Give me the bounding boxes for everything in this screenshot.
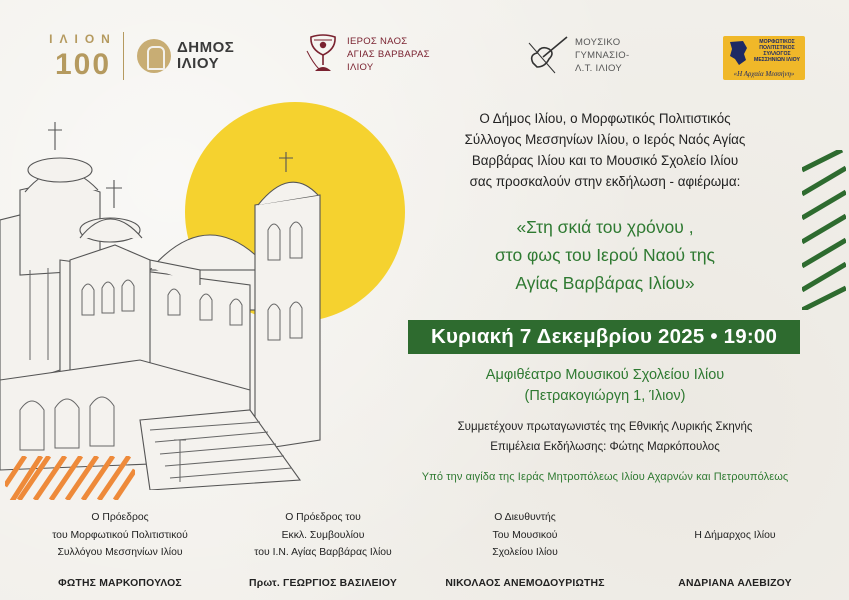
messinia-association-logo bbox=[723, 36, 805, 80]
signatory-1-role: Ο Πρόεδρος του Μορφωτικού Πολιτιστικού Συλλόγου Μεσσηνίων Ιλίου bbox=[52, 512, 188, 558]
signatory-4-role: Η Δήμαρχος Ιλίου bbox=[694, 530, 776, 541]
church-illustration bbox=[0, 110, 360, 490]
event-credits: Συμμετέχουν πρωταγωνιστές της Εθνικής Λυρικής Σκηνής Επιμέλεια Εκδήλωσης: Φώτης Μαρκόπουλος bbox=[457, 421, 753, 453]
ilion-logo-number: 100 bbox=[54, 48, 112, 81]
signatory-3-name: ΝΙΚΟΛΑΟΣ ΑΝΕΜΟΔΟΥΡΙΩΤΗΣ bbox=[445, 578, 605, 589]
dimos-iliou-logo bbox=[137, 39, 234, 73]
messinia-logo-text: ΜΟΡΦΩΤΙΚΟΣ ΠΟΛΙΤΙΣΤΙΚΟΣ ΣΥΛΛΟΓΟΣ ΜΕΣΣΗΝΙΩΝ ΙΛΙΟΥ bbox=[754, 39, 800, 63]
messinia-logo-tagline: «Η Αρχαία Μεσσήνη» bbox=[733, 70, 795, 78]
logo-divider bbox=[123, 32, 124, 80]
signatory-3-role: Ο Διευθυντής Του Μουσικού Σχολείου Ιλίου bbox=[492, 512, 558, 558]
ilion-100-logo bbox=[35, 32, 131, 82]
signatory-1-name: ΦΩΤΗΣ ΜΑΡΚΟΠΟΥΛΟΣ bbox=[58, 578, 182, 589]
dimos-logo-text: ΔΗΜΟΣ ΙΛΙΟΥ bbox=[177, 39, 235, 72]
agia-varvara-church-logo bbox=[305, 33, 430, 75]
orange-stripes-decoration bbox=[5, 456, 135, 500]
ilion-logo-word: ΙΛΙΟΝ bbox=[49, 32, 117, 46]
aegis-line: Υπό την αιγίδα της Ιεράς Μητροπόλεως Ιλίου Αχαρνών και Πετρουπόλεως bbox=[421, 471, 789, 483]
event-title: «Στη σκιά του χρόνου , στο φως του Ιερού Ναού της Αγίας Βαρβάρας Ιλίου» bbox=[495, 217, 715, 293]
green-stripes-decoration bbox=[802, 150, 846, 310]
signatory-4-name: ΑΝΔΡΙΑΝΑ ΑΛΕΒΙΖΟΥ bbox=[678, 578, 792, 589]
messinia-map-icon bbox=[727, 40, 749, 66]
church-logo-text: ΙΕΡΟΣ ΝΑΟΣ ΑΓΙΑΣ ΒΑΡΒΑΡΑΣ ΙΛΙΟΥ bbox=[347, 35, 430, 73]
signatory-2-name: Πρωτ. ΓΕΩΡΓΙΟΣ ΒΑΣΙΛΕΙΟΥ bbox=[248, 578, 397, 589]
signatory-2-role: Ο Πρόεδρος του Εκκλ. Συμβουλίου του Ι.Ν. Αγίας Βαρβάρας Ιλίου bbox=[254, 512, 392, 558]
violin-icon bbox=[525, 33, 569, 77]
event-date-banner bbox=[408, 320, 800, 354]
music-school-logo-text: ΜΟΥΣΙΚΟ ΓΥΜΝΑΣΙΟ- Λ.Τ. ΙΛΙΟΥ bbox=[575, 36, 630, 74]
dimos-emblem-icon bbox=[137, 39, 171, 73]
invitation-intro: Ο Δήμος Ιλίου, ο Μορφωτικός Πολιτιστικός Σύλλογος Μεσσηνίων Ιλίου, ο Ιερός Ναός Αγίας Βαρβάρας Ιλίου και το Μουσικό Σχολείο Ιλίου σας προσκαλούν στην εκδήλωση - αφιέρωμα: bbox=[464, 111, 746, 189]
event-venue: Αμφιθέατρο Μουσικού Σχολείου Ιλίου (Πετρακογιώργη 1, Ίλιον) bbox=[485, 367, 725, 404]
music-school-logo bbox=[525, 33, 629, 77]
event-date-time: Κυριακή 7 Δεκεμβρίου 2025 • 19:00 bbox=[430, 325, 778, 348]
chalice-icon bbox=[305, 33, 341, 75]
